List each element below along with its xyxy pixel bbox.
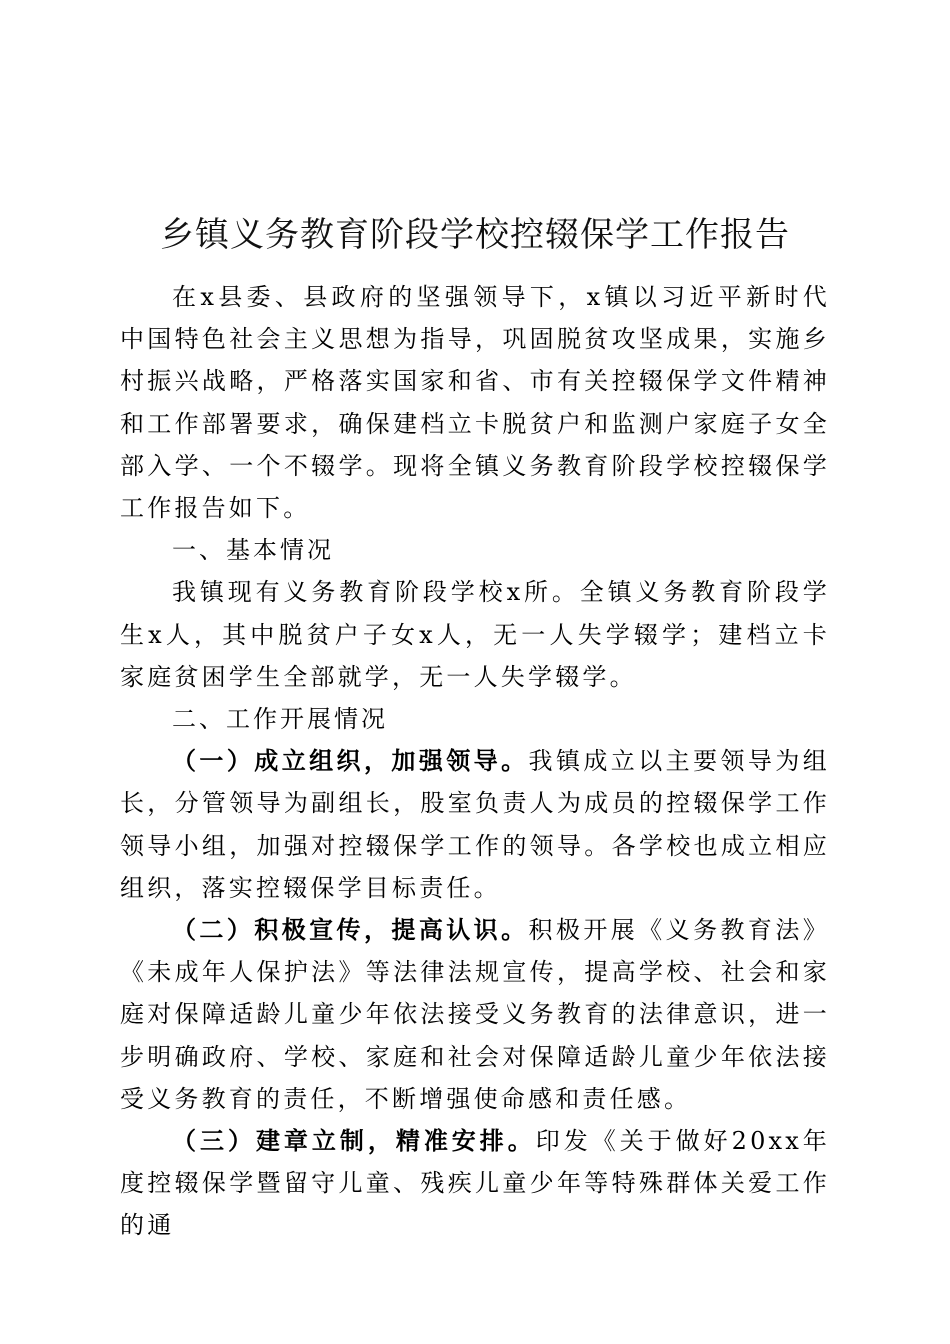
document-body bbox=[120, 276, 830, 1247]
work-item-1-label: （一）成立组织，加强领导。 bbox=[172, 747, 529, 776]
section-heading-basic: 一、基本情况 bbox=[172, 536, 334, 565]
work-item-2 bbox=[120, 909, 830, 1120]
work-item-1-text: 我镇成立以主要领导为组长，分管领导为副组长，股室负责人为成员的控辍保学工作领导小组，加强对控辍保学工作的领导。各学校也成立相应组织，落实控辍保学目标责任。 bbox=[120, 747, 830, 902]
work-item-1 bbox=[120, 740, 830, 909]
work-item-3 bbox=[120, 1120, 830, 1247]
section-heading-work: 二、工作开展情况 bbox=[172, 705, 388, 734]
work-item-3-text: 印发《关于做好20xx年度控辍保学暨留守儿童、残疾儿童少年等特殊群体关爱工作的通 bbox=[120, 1127, 830, 1240]
work-item-3-label: （三）建章立制，精准安排。 bbox=[172, 1127, 536, 1156]
work-item-2-text: 积极开展《义务教育法》《未成年人保护法》等法律法规宣传，提高学校、社会和家庭对保障适龄儿童少年依法接受义务教育的法律意识，进一步明确政府、学校、家庭和社会对保障适龄儿童少年依法接受义务教育的责任，不断增强使命感和责任感。 bbox=[120, 916, 830, 1113]
intro-paragraph: 在x县委、县政府的坚强领导下，x镇以习近平新时代中国特色社会主义思想为指导，巩固脱贫攻坚成果，实施乡村振兴战略，严格落实国家和省、市有关控辍保学文件精神和工作部署要求，确保建档立卡脱贫户和监测户家庭子女全部入学、一个不辍学。现将全镇义务教育阶段学校控辍保学工作报告如下。 bbox=[120, 283, 830, 523]
work-item-2-label: （二）积极宣传，提高认识。 bbox=[172, 916, 529, 945]
document-title: 乡镇义务教育阶段学校控辍保学工作报告 bbox=[160, 215, 790, 255]
basic-situation-paragraph: 我镇现有义务教育阶段学校x所。全镇义务教育阶段学生x人，其中脱贫户子女x人，无一人失学辍学；建档立卡家庭贫困学生全部就学，无一人失学辍学。 bbox=[120, 578, 830, 691]
